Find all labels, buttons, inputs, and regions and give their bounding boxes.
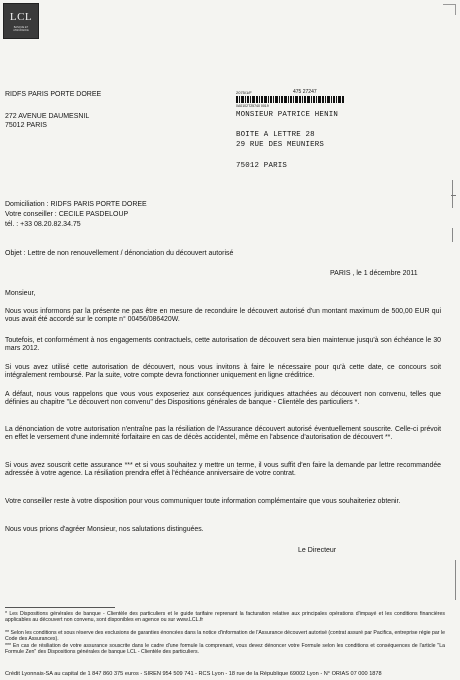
legal-footer: Crédit Lyonnais-SA au capital de 1 847 860 375 euros - SIREN 954 509 741 - RCS Lyon - 18 rue de la République 69002 Lyon - N° ORIAS 07 000 1878: [5, 671, 382, 677]
recipient-city: 75012 PARIS: [236, 162, 287, 170]
paragraph: Si vous avez utilisé cette autorisation de découvert, nous vous invitons à faire le nécessaire pour qu'à cette date, ce concours soit intégralement remboursé. Par la suite, votre compte devra fonctionner uniquement en ligne créditrice.: [5, 364, 441, 380]
sender-name: RIDFS PARIS PORTE DOREE: [5, 91, 102, 98]
corner-mark: [443, 4, 456, 15]
paragraph: Toutefois, et conformément à nos engagements contractuels, cette autorisation de découvert sera bien maintenue jusqu'à son échéance le 30 mars 2012.: [5, 337, 441, 353]
paragraph: Nous vous informons par la présente ne pas être en mesure de reconduire le découvert autorisé d'un montant maximum de 500,00 EUR qui vous avait été accordé sur le compte n° 00456/086420W.: [5, 308, 441, 324]
logo-subtext: BANQUE ET ASSURANCE: [13, 26, 29, 32]
sender-city: 75012 PARIS: [5, 122, 47, 129]
margin-mark: [455, 560, 456, 600]
margin-mark: [452, 180, 453, 208]
sender-street: 272 AVENUE DAUMESNIL: [5, 113, 90, 120]
fold-mark: [451, 195, 456, 196]
salutation: Monsieur,: [5, 290, 36, 297]
recipient-line2: 29 RUE DES MEUNIERS: [236, 141, 325, 149]
barcode-number: 0A0102T25740 0019: [236, 104, 269, 108]
recipient-line1: BOITE A LETTRE 28: [236, 131, 315, 139]
footnote: * Les Dispositions générales de banque - Clientèle des particuliers et le guide tarifaire reprenant la facturation relative aux principales opérations d'impayé et les conditions financières applicables au découvert non convenu, sont disponibles en agence ou sur www.LCL.fr: [5, 611, 445, 624]
letter-subject: Objet : Lettre de non renouvellement / dénonciation du découvert autorisé: [5, 250, 234, 257]
footnote: *** En cas de résiliation de votre assurance souscrite dans le cadre d'une formule la comprenant, vous devez dénoncer votre Formule selon les conditions et conséquences de l'article "La Formule Zen" des Dispositions générales de banque LCL - Clientèle des particuliers.: [5, 643, 445, 656]
reference-code-left: 2075/1/F: [236, 90, 252, 95]
paragraph: La dénonciation de votre autorisation n'entraîne pas la résiliation de l'Assurance découvert autorisé éventuellement souscrite. Celle-ci prévoit en effet le versement d'une indemnité forfaitaire en cas de décès accidentel, même en l'absence d'autorisation de découvert **.: [5, 426, 441, 442]
footnote: ** Selon les conditions et sous réserve des exclusions de garanties énoncées dans la notice d'information de l'Assurance découvert autorisé (contrat assuré par Pacifica, entreprise régie par le Code des Assurances).: [5, 630, 445, 643]
logo-text: LCL: [9, 11, 33, 23]
advisor-name: Votre conseiller : CECILE PASDELOUP: [5, 211, 129, 218]
paragraph: A défaut, nous vous rappelons que vous vous exposeriez aux conséquences juridiques attachées au découvert non convenu, telles que définies au chapitre "Le découvert non convenu" des Dispositions générales de banque - Clientèle des particuliers *.: [5, 391, 441, 407]
reference-code-right: 475 27247: [293, 89, 317, 95]
margin-mark: [452, 228, 453, 242]
paragraph: Votre conseiller reste à votre disposition pour vous communiquer toute information complémentaire que vous souhaiteriez obtenir.: [5, 498, 401, 505]
recipient-name: MONSIEUR PATRICE HENIN: [236, 111, 338, 119]
postal-barcode: [236, 96, 346, 104]
letter-date: PARIS , le 1 décembre 2011: [330, 270, 418, 277]
domiciliation-agency: Domiciliation : RIDFS PARIS PORTE DOREE: [5, 201, 147, 208]
paragraph: Si vous avez souscrit cette assurance *** et si vous souhaitez y mettre un terme, il vous suffit d'en faire la demande par lettre recommandée adressée à votre agence. La résiliation prendra effet à l'échéance anniversaire de votre contrat.: [5, 462, 441, 478]
lcl-logo: [3, 3, 39, 39]
phone-number: tél. : +33 08.20.82.34.75: [5, 221, 81, 228]
footnote-separator: [5, 607, 115, 608]
signature: Le Directeur: [298, 547, 337, 554]
paragraph: Nous vous prions d'agréer Monsieur, nos salutations distinguées.: [5, 526, 204, 533]
